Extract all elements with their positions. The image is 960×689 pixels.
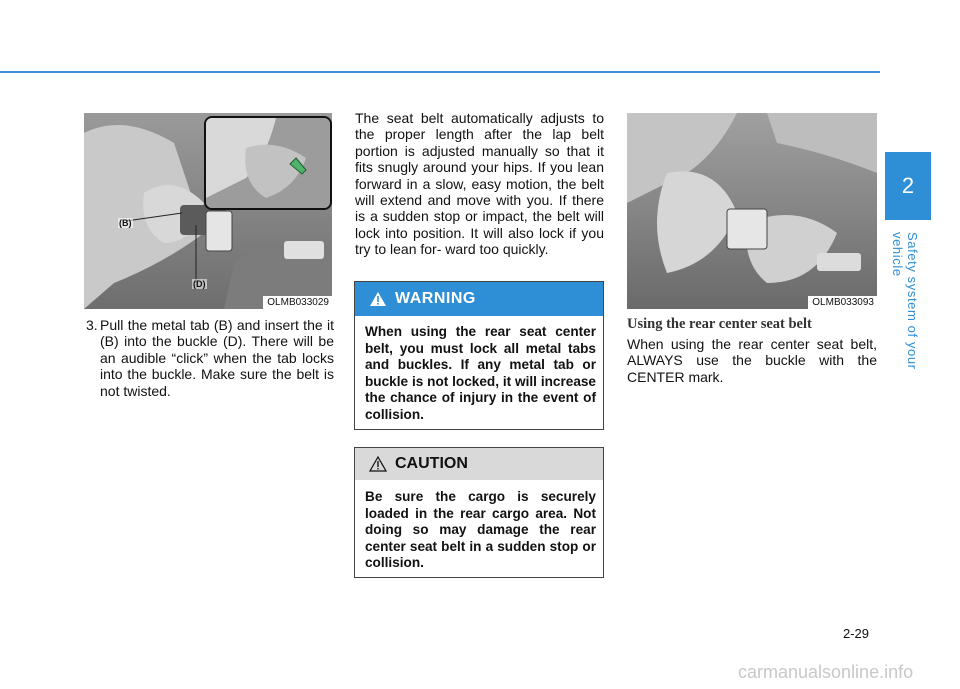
warning-header <box>355 282 603 316</box>
chapter-tab <box>885 152 931 220</box>
step-text: Pull the metal tab (B) and insert the it (B) into the buckle (D). There will be an audible “click” when the tab locks into the buckle. Make sure the belt is not twisted. <box>100 317 334 399</box>
center-belt-text: When using the rear center seat belt, ALWAYS use the buckle with the CENTER mark. <box>627 336 877 385</box>
caution-title: CAUTION <box>395 455 468 472</box>
step-3 <box>86 317 334 399</box>
figure-code: OLMB033029 <box>263 296 332 309</box>
page-number: 2-29 <box>843 626 870 641</box>
detail-inset <box>204 116 332 210</box>
buckle-photo-right <box>627 113 877 309</box>
inset-photo <box>206 118 330 208</box>
label-b: (B) <box>119 218 132 228</box>
watermark: carmanualsonline.info <box>738 662 914 682</box>
step-number: 3. <box>86 317 98 333</box>
label-d: (D) <box>193 279 206 289</box>
caution-header <box>355 448 603 480</box>
chapter-title: Safety system of your vehicle <box>890 232 920 370</box>
center-buckle-illustration <box>627 113 877 309</box>
caution-box <box>354 447 604 578</box>
warning-box <box>354 281 604 430</box>
caution-text: Be sure the cargo is securely loaded in the rear cargo area. Not doing so may damage the rear center seat belt in a sudden stop or collision. <box>365 489 596 570</box>
auto-adjust-paragraph: The seat belt automatically adjusts to the proper length after the lap belt portion is adjusted manually so that it fits snugly around your hips. If you lean forward in a slow, easy motion, the belt will extend and move with you. If there is a sudden stop or impact, the belt will lock into position. It will also lock if you try to lean for- ward too quickly. <box>355 110 604 258</box>
center-belt-heading: Using the rear center seat belt <box>627 316 812 332</box>
chapter-number: 2 <box>901 173 915 198</box>
warning-title: WARNING <box>395 290 476 307</box>
warning-text: When using the rear seat center belt, you must lock all metal tabs and buckles. If any metal tab or buckle is not locked, it will increase the chance of injury in the event of collision. <box>365 324 596 422</box>
warning-icon <box>369 291 387 307</box>
figure-code: OLMB033093 <box>808 296 877 309</box>
caution-icon <box>369 456 387 472</box>
header-rule <box>0 71 880 73</box>
